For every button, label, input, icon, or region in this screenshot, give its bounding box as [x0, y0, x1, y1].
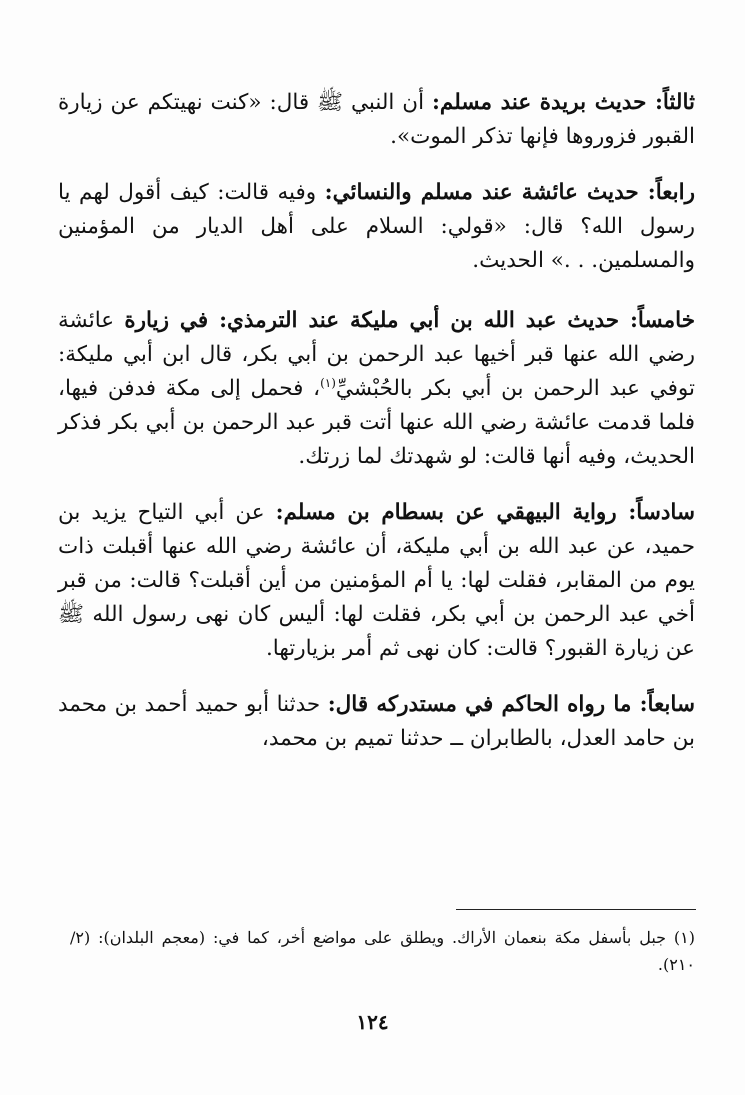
paragraph-body: عن أبي التياح يزيد بن حميد، عن عبد الله بن أبي مليكة، أن عائشة رضي الله عنها أقبلت ذات يوم من المقابر، فقلت لها: يا أم المؤمنين من أين أقبلت؟ قالت: من قبر أخي عبد الرحمن بن أبي بكر، فقلت لها: أليس كان نهى رسول الله ﷺ عن زيارة القبور؟ قالت: كان نهى ثم أمر بزيارتها. — [58, 500, 695, 661]
paragraph-body-continued: ، فحمل إلى مكة فدفن فيها، فلما قدمت عائشة رضي الله عنها أتت قبر عبد الرحمن بن أبي بكر فذكر الحديث، وفيه أنها قالت: لو شهدتك لما زرتك. — [58, 376, 695, 469]
paragraph-heading: خامساً: حديث عبد الله بن أبي مليكة عند الترمذي: في زيارة — [124, 308, 696, 333]
footnote-reference[interactable]: (١) — [320, 375, 336, 390]
paragraph-body: أن النبي ﷺ قال: «كنت نهيتكم عن زيارة القبور فزوروها فإنها تذكر الموت». — [58, 90, 695, 149]
paragraph-heading: سابعاً: ما رواه الحاكم في مستدركه قال: — [327, 692, 695, 717]
paragraph-body: وفيه قالت: كيف أقول لهم يا رسول الله؟ قال: «قولي: السلام على أهل الديار من المؤمنين والمسلمين. . .» الحديث. — [58, 180, 695, 273]
paragraph-fifth — [58, 304, 695, 474]
paragraph-fourth — [58, 176, 695, 278]
paragraph-sixth — [58, 496, 695, 666]
paragraph-heading: رابعاً: حديث عائشة عند مسلم والنسائي: — [324, 180, 695, 205]
paragraph-heading: ثالثاً: حديث بريدة عند مسلم: — [431, 90, 696, 115]
paragraph-seventh — [58, 688, 695, 756]
paragraph-third — [58, 86, 695, 154]
main-text — [58, 86, 695, 778]
paragraph-heading: سادساً: رواية البيهقي عن بسطام بن مسلم: — [275, 500, 696, 525]
paragraph-body: عائشة رضي الله عنها قبر أخيها عبد الرحمن بن أبي بكر، قال ابن أبي مليكة: توفي عبد الرحمن بن أبي بكر بالحُبْشيِّ — [58, 308, 695, 401]
footnote-divider — [456, 909, 696, 910]
page-number: ١٢٤ — [356, 1010, 389, 1034]
paragraph-body: حدثنا أبو حميد أحمد بن محمد بن حامد العدل، بالطابران ــ حدثنا تميم بن محمد، — [58, 692, 695, 751]
footnote: (١) جبل بأسفل مكة بنعمان الأراك. ويطلق على مواضع أخر، كما في: (معجم البلدان): (٢/ ٢١٠). — [70, 928, 695, 974]
